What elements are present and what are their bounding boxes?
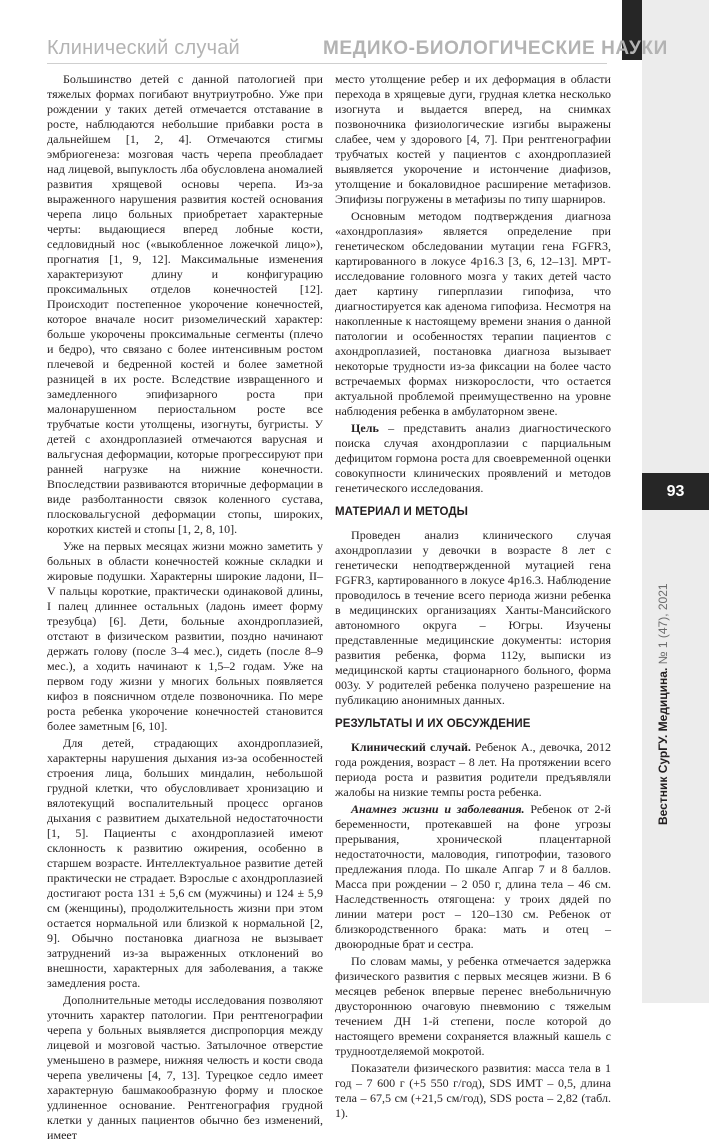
paragraph: Большинство детей с данной патологией при тяжелых формах погибают внутриутробно. Уже при рождении у таких детей отмечается отставание в росте, наблюдаются небольшие прибавки роста в дальнейшем [1, 2, 4]. Отмечаются стигмы эмбриогенеза: мозговая часть черепа преобладает над лицевой, выпуклость лба обусловлена аномалией развития хрящевой основы черепа. Из-за выраженного нарушения развития костей основания черепа лицо больных приобретает характерные черты: выдающиеся вперед лобные кости, седловидный нос («выкобленное ложечкой лицо»), прогнатия [1, 9, 12]. Максимальные изменения характеризуют длину и конфигурацию проксимальных отделов конечностей [12]. Происходит постепенное укорочение конечностей, которое вначале носит ризомелический характер: больше укорочены проксимальные сегменты (плечо и бедро), что связано с более интенсивным ростом плечевой и бедренной костей и более заметной разницей в их росте. Вследствие извращенного и замедленного эпифизарного роста при малонарушенном периостальном росте все трубчатые кости утолщены, изогнуты, бугристы. У детей с ахондроплазией отмечаются варусная и вальгусная деформации, которые прогрессируют при ранней нагрузке на нижние конечности. Впоследствии развиваются вторичные деформации в виде разболтанности связок коленного сустава, плосковальгусной деформации стопы, широких, коротких кистей и стопы [1, 2, 8, 10]. xyxy=(47,72,323,536)
paragraph: Для детей, страдающих ахондроплазией, характерны нарушения дыхания из-за особенностей строения лица, больших миндалин, небольшой грудной клетки, что обусловливает хронизацию и вялотекущий воспалительный процесс органов дыхания с развитием дыхательной недостаточности [1, 5]. Пациенты с ахондроплазией имеют склонность к развитию ожирения, особенно в старшем возрасте. Интеллектуальное развитие детей практически не страдает. Взрослые с ахондроплазией достигают роста 131 ± 5,6 см (мужчины) и 124 ± 5,9 см (женщины), продолжительность жизни при этом остается нормальной или близкой к нормальной [2, 9]. Обычно постановка диагноза не вызывает затруднений из-за выраженных отклонений во внешности, характерных для заболевания, а также замедления роста. xyxy=(47,736,323,990)
goal-lead: Цель xyxy=(351,421,379,435)
paragraph: Дополнительные методы исследования позволяют уточнить характер патологии. При рентгенографии черепа у больных выявляется диспропорция между лицевой и мозговой частью. Затылочное отверстие уменьшено в размере, нижняя челюсть и кости свода черепа увеличены [4, 7, 13]. Турецкое седло имеет характерную башмакообразную форму и плоское удлиненное основание. Рентгенография грудной клетки у данных пациентов обычно без изменений, имеет xyxy=(47,993,323,1142)
header-divider xyxy=(47,63,607,64)
anamnesis-paragraph xyxy=(335,802,611,952)
results-heading: РЕЗУЛЬТАТЫ И ИХ ОБСУЖДЕНИЕ xyxy=(335,718,531,730)
journal-issue: № 1 (47), 2021 xyxy=(656,583,670,668)
journal-citation xyxy=(656,583,670,825)
paragraph: место утолщение ребер и их деформация в области перехода в хрящевые дуги, грудная клетка несколько изогнута и выдается вперед, на снимках позвоночника физиологические изгибы выражены слабее, чем у здорового [4, 7]. При рентгенографии трубчатых костей у пациентов с ахондроплазией выявляется укорочение и истончение диафизов, утолщение и бокаловидное расширение метафизов. Эпифизы погружены в метафизы по типу шарниров. xyxy=(335,72,611,206)
paragraph: Проведен анализ клинического случая ахондроплазии у девочки в возрасте 8 лет с генетически неподтвержденной мутацией гена FGFR3, картированного в локусе 4p16.3. Наблюдение проводилось в течение всего периода жизни ребенка в медицинских организациях Ханты-Мансийского автономного округа – Югры. Изучены представленные медицинские документы: история развития ребенка, форма 112у, выписки из медицинской карты стационарного больного, форма 003у. У родителей ребенка получено разрешение на публикацию анонимных данных. xyxy=(335,528,611,707)
case-lead: Клинический случай. xyxy=(351,740,471,754)
anamnesis-text: Ребенок от 2-й беременности, протекавшей на фоне угрозы прерывания, хронической плацентарной недостаточности, маловодия, гипотрофии, тазового предлежания плода. По шкале Апгар 7 и 8 баллов. Масса при рождении – 2 050 г, длина тела – 46 см. Наследственность отягощена: у троих дядей по линии матери рост – 120–130 см. Ребенок от близкородственного брака: мать и отец – двоюродные брат и сестра. xyxy=(335,802,611,951)
case-paragraph xyxy=(335,740,611,800)
paragraph: Основным методом подтверждения диагноза «ахондроплазия» является определение при генетическом обследовании мутации гена FGFR3, картированного в локусе 4p16.3 [3, 6, 12–13]. МРТ-исследование головного мозга у таких детей часто дает картину гиперплазии гипофиза, что диагностируется как аденома гипофиза. Несмотря на накопленные к настоящему времени знания о данной патологии и особенностях терапии пациентов с ахондроплазией, постановка диагноза вызывает некоторые трудности из-за фиксации на более часто встречаемых формах низкорослости, что остается актуальной проблемой преимущественно на уровне наблюдения ребенка в амбулаторном звене. xyxy=(335,209,611,418)
journal-category: МЕДИКО-БИОЛОГИЧЕСКИЕ НАУКИ xyxy=(323,38,668,59)
left-column xyxy=(47,72,323,1145)
goal-paragraph xyxy=(335,421,611,496)
journal-name: Вестник СурГУ. Медицина. xyxy=(656,667,670,825)
paragraph: Уже на первых месяцах жизни можно заметить у больных в области конечностей кожные складки и жировые подушки. Характерны широкие ладони, II–V пальцы короткие, практически одинаковой длины, I палец длиннее остальных (ладонь имеет форму трезубца) [6]. Дети, больные ахондроплазией, отстают в физическом развитии, поздно начинают держать голову (после 3–4 мес.), сидеть (после 8–9 мес.), а ходить начинают к 1,5–2 годам. Уже на первом году жизни у многих больных появляется кифоз в поясничном отделе позвоночника. По мере роста ребенка укорочение конечностей становится более заметным [6, 10]. xyxy=(47,539,323,733)
page-number: 93 xyxy=(642,473,709,510)
section-title: Клинический случай xyxy=(47,37,240,59)
paragraph: Показатели физического развития: масса тела в 1 год – 7 600 г (+5 550 г/год), SDS ИМТ – 0,5, длина тела – 67,5 см (+21,5 см/год), SDS роста – 2,82 (табл. 1). xyxy=(335,1061,611,1120)
case-text: Ребенок А., девочка, 2012 года рождения, возраст – 8 лет. На протяжении всего периода роста и развития родители предъявляли жалобы на низкие темпы роста ребенка. xyxy=(335,740,612,799)
goal-text: – представить анализ диагностического поиска случая ахондроплазии с парциальным дефицитом гормона роста для своевременной оценки совокупности клинических проявлений и методов генетического исследования. xyxy=(335,421,611,495)
methods-heading: МАТЕРИАЛ И МЕТОДЫ xyxy=(335,506,469,518)
anamnesis-lead: Анамнез жизни и заболевания. xyxy=(351,802,525,816)
paragraph: По словам мамы, у ребенка отмечается задержка физического развития с первых месяцев жизни. В 6 месяцев ребенок впервые перенес внебольничную двустороннюю очаговую пневмонию с тяжелым течением ДН 1-й степени, после которой до настоящего времени сохраняется влажный кашель с трудноотделяемой мокротой. xyxy=(335,954,611,1058)
right-column xyxy=(335,72,611,1123)
